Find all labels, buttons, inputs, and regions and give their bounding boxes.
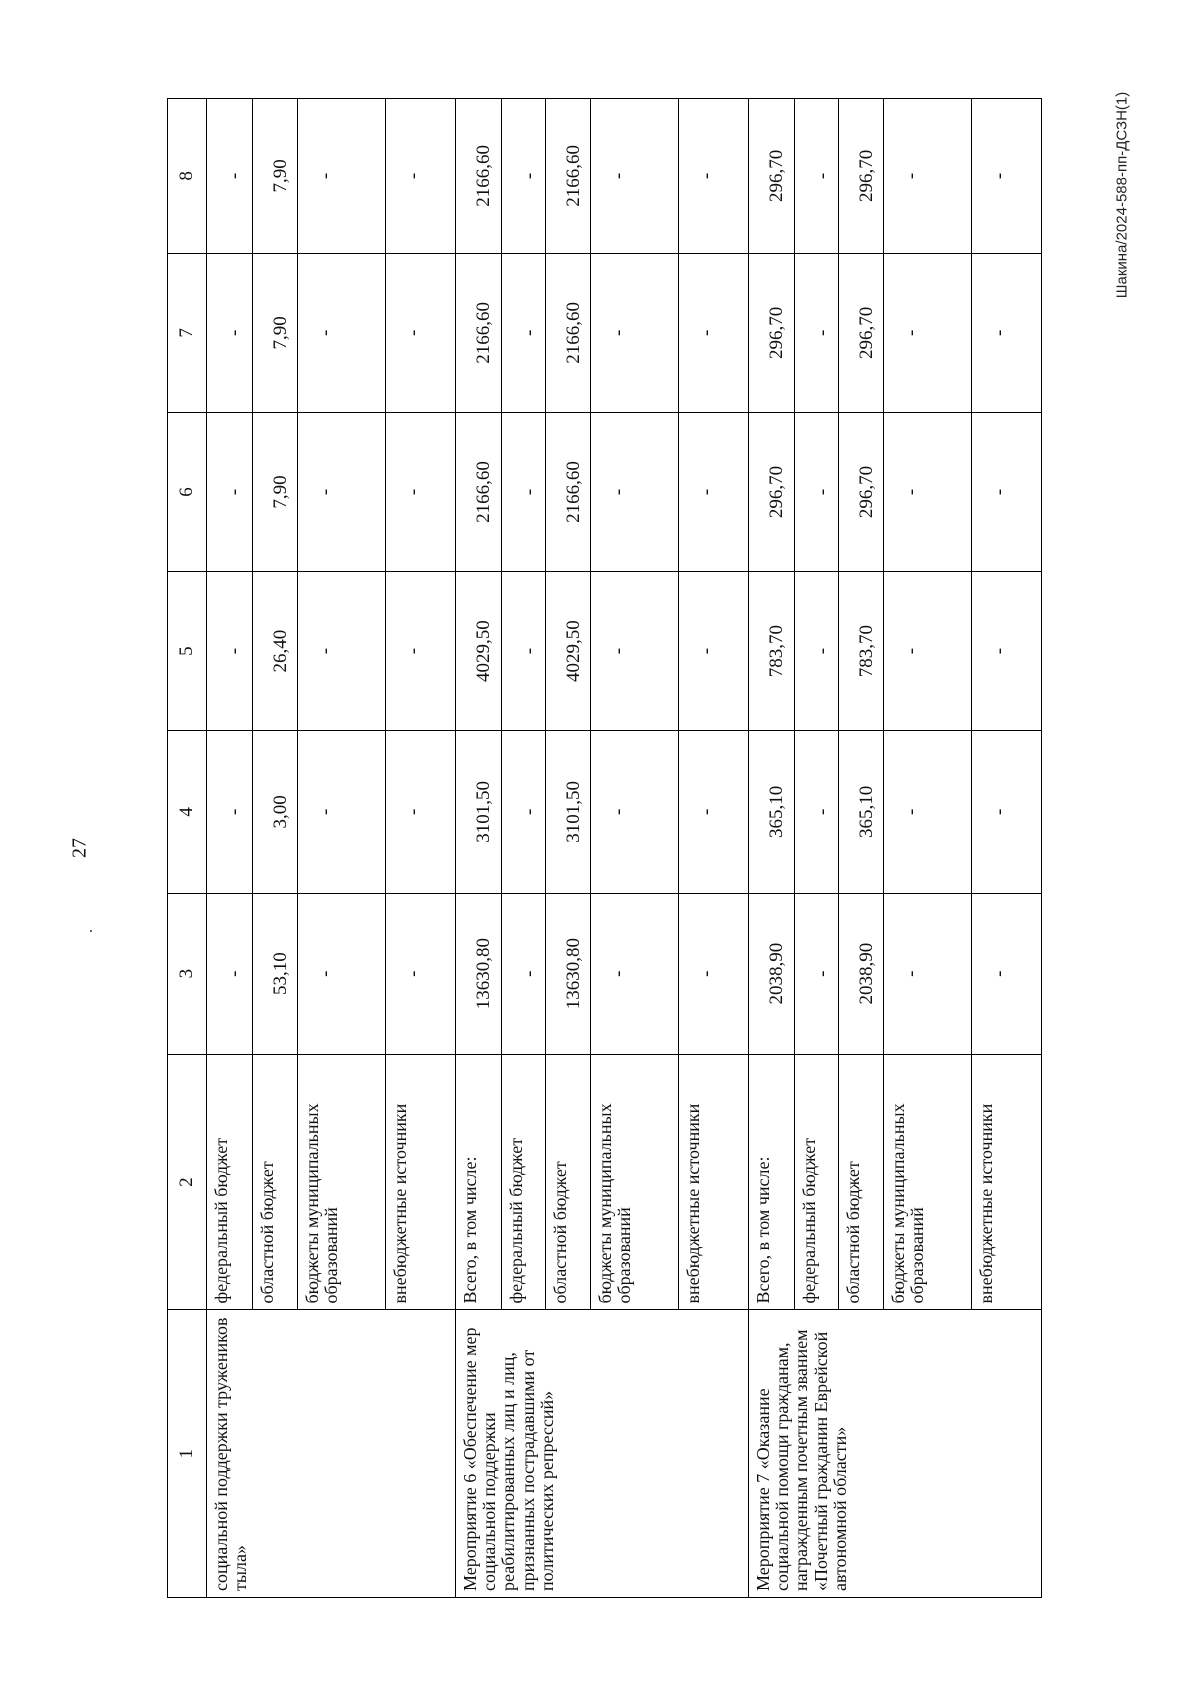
value-cell: - bbox=[501, 412, 546, 571]
value-cell: - bbox=[297, 412, 385, 571]
value-cell: - bbox=[678, 412, 748, 571]
value-cell: 3101,50 bbox=[455, 731, 501, 893]
value-cell: - bbox=[501, 731, 546, 893]
value-cell: - bbox=[385, 893, 455, 1054]
value-cell: - bbox=[794, 99, 839, 254]
value-cell: - bbox=[590, 253, 678, 412]
column-header: 7 bbox=[168, 253, 207, 412]
funding-source-cell: внебюджетные источники bbox=[678, 1054, 748, 1310]
value-cell: 296,70 bbox=[839, 412, 884, 571]
value-cell: - bbox=[971, 572, 1041, 731]
value-cell: 4029,50 bbox=[546, 572, 591, 731]
table-body bbox=[168, 99, 1042, 1598]
value-cell: 296,70 bbox=[839, 99, 884, 254]
funding-source-cell: бюджеты муниципальных образований bbox=[590, 1054, 678, 1310]
value-cell: - bbox=[794, 253, 839, 412]
value-cell: - bbox=[590, 731, 678, 893]
value-cell: 2166,60 bbox=[455, 253, 501, 412]
value-cell: - bbox=[207, 412, 253, 571]
value-cell: - bbox=[678, 253, 748, 412]
value-cell: - bbox=[971, 893, 1041, 1054]
table-row bbox=[207, 99, 253, 1598]
value-cell: - bbox=[207, 893, 253, 1054]
activity-cell: социальной поддержки тружеников тыла» bbox=[207, 1310, 456, 1598]
funding-source-cell: внебюджетные источники bbox=[385, 1054, 455, 1310]
funding-source-cell: Всего, в том числе: bbox=[455, 1054, 501, 1310]
funding-source-cell: бюджеты муниципальных образований bbox=[297, 1054, 385, 1310]
value-cell: - bbox=[297, 731, 385, 893]
value-cell: - bbox=[207, 572, 253, 731]
value-cell: - bbox=[207, 731, 253, 893]
value-cell: 26,40 bbox=[253, 572, 298, 731]
value-cell: 2038,90 bbox=[748, 893, 794, 1054]
value-cell: - bbox=[590, 99, 678, 254]
value-cell: - bbox=[501, 893, 546, 1054]
value-cell: - bbox=[297, 253, 385, 412]
scan-speck bbox=[90, 930, 92, 932]
activity-cell: Мероприятие 6 «Обеспечение мер социальной поддержки реабилитированных лиц и лиц, признанных пострадавшими от политических репрессий» bbox=[455, 1310, 748, 1598]
page-number: 27 bbox=[68, 838, 91, 858]
value-cell: 7,90 bbox=[253, 412, 298, 571]
value-cell: - bbox=[385, 253, 455, 412]
value-cell: - bbox=[971, 731, 1041, 893]
funding-source-cell: федеральный бюджет bbox=[794, 1054, 839, 1310]
value-cell: 2166,60 bbox=[546, 412, 591, 571]
value-cell: - bbox=[883, 99, 971, 254]
column-header: 2 bbox=[168, 1054, 207, 1310]
value-cell: - bbox=[883, 572, 971, 731]
rotated-table-wrapper bbox=[167, 98, 1047, 1598]
column-header: 6 bbox=[168, 412, 207, 571]
value-cell: 2038,90 bbox=[839, 893, 884, 1054]
column-header: 1 bbox=[168, 1310, 207, 1598]
column-header: 5 bbox=[168, 572, 207, 731]
value-cell: - bbox=[590, 572, 678, 731]
value-cell: 783,70 bbox=[748, 572, 794, 731]
table-row bbox=[748, 99, 794, 1598]
value-cell: - bbox=[385, 99, 455, 254]
value-cell: - bbox=[678, 731, 748, 893]
value-cell: 2166,60 bbox=[455, 412, 501, 571]
funding-source-cell: областной бюджет bbox=[839, 1054, 884, 1310]
value-cell: 783,70 bbox=[839, 572, 884, 731]
value-cell: 3,00 bbox=[253, 731, 298, 893]
document-code: Шакина/2024-588-пп-ДСЗН(1) bbox=[1113, 91, 1131, 299]
value-cell: - bbox=[794, 731, 839, 893]
value-cell: 2166,60 bbox=[546, 99, 591, 254]
value-cell: - bbox=[501, 99, 546, 254]
value-cell: 7,90 bbox=[253, 99, 298, 254]
value-cell: - bbox=[297, 572, 385, 731]
value-cell: - bbox=[385, 572, 455, 731]
value-cell: - bbox=[883, 253, 971, 412]
value-cell: - bbox=[297, 893, 385, 1054]
value-cell: - bbox=[678, 572, 748, 731]
value-cell: - bbox=[678, 893, 748, 1054]
value-cell: 7,90 bbox=[253, 253, 298, 412]
value-cell: 365,10 bbox=[839, 731, 884, 893]
funding-source-cell: областной бюджет bbox=[546, 1054, 591, 1310]
funding-source-cell: Всего, в том числе: bbox=[748, 1054, 794, 1310]
value-cell: - bbox=[971, 412, 1041, 571]
funding-source-cell: федеральный бюджет bbox=[207, 1054, 253, 1310]
value-cell: - bbox=[297, 99, 385, 254]
funding-source-cell: внебюджетные источники bbox=[971, 1054, 1041, 1310]
value-cell: - bbox=[385, 731, 455, 893]
value-cell: 13630,80 bbox=[546, 893, 591, 1054]
value-cell: - bbox=[794, 572, 839, 731]
header-row bbox=[168, 99, 207, 1598]
value-cell: 296,70 bbox=[839, 253, 884, 412]
value-cell: 53,10 bbox=[253, 893, 298, 1054]
value-cell: 3101,50 bbox=[546, 731, 591, 893]
value-cell: 296,70 bbox=[748, 99, 794, 254]
value-cell: - bbox=[971, 253, 1041, 412]
activity-cell: Мероприятие 7 «Оказание социальной помощи гражданам, награжденным почетным званием «Почетный гражданин Еврейской автономной области» bbox=[748, 1310, 1041, 1598]
value-cell: - bbox=[207, 253, 253, 412]
column-header: 3 bbox=[168, 893, 207, 1054]
funding-source-cell: бюджеты муниципальных образований bbox=[883, 1054, 971, 1310]
value-cell: 2166,60 bbox=[546, 253, 591, 412]
value-cell: 2166,60 bbox=[455, 99, 501, 254]
value-cell: - bbox=[794, 893, 839, 1054]
value-cell: 296,70 bbox=[748, 412, 794, 571]
value-cell: - bbox=[678, 99, 748, 254]
value-cell: - bbox=[590, 893, 678, 1054]
column-header: 4 bbox=[168, 731, 207, 893]
value-cell: - bbox=[207, 99, 253, 254]
value-cell: 4029,50 bbox=[455, 572, 501, 731]
value-cell: - bbox=[385, 412, 455, 571]
funding-source-cell: областной бюджет bbox=[253, 1054, 298, 1310]
value-cell: - bbox=[590, 412, 678, 571]
value-cell: - bbox=[883, 412, 971, 571]
value-cell: 296,70 bbox=[748, 253, 794, 412]
value-cell: - bbox=[883, 893, 971, 1054]
value-cell: - bbox=[501, 253, 546, 412]
value-cell: 13630,80 bbox=[455, 893, 501, 1054]
value-cell: - bbox=[883, 731, 971, 893]
table-row bbox=[455, 99, 501, 1598]
funding-source-cell: федеральный бюджет bbox=[501, 1054, 546, 1310]
budget-table bbox=[167, 98, 1042, 1598]
value-cell: - bbox=[971, 99, 1041, 254]
column-header: 8 bbox=[168, 99, 207, 254]
value-cell: - bbox=[501, 572, 546, 731]
value-cell: - bbox=[794, 412, 839, 571]
value-cell: 365,10 bbox=[748, 731, 794, 893]
